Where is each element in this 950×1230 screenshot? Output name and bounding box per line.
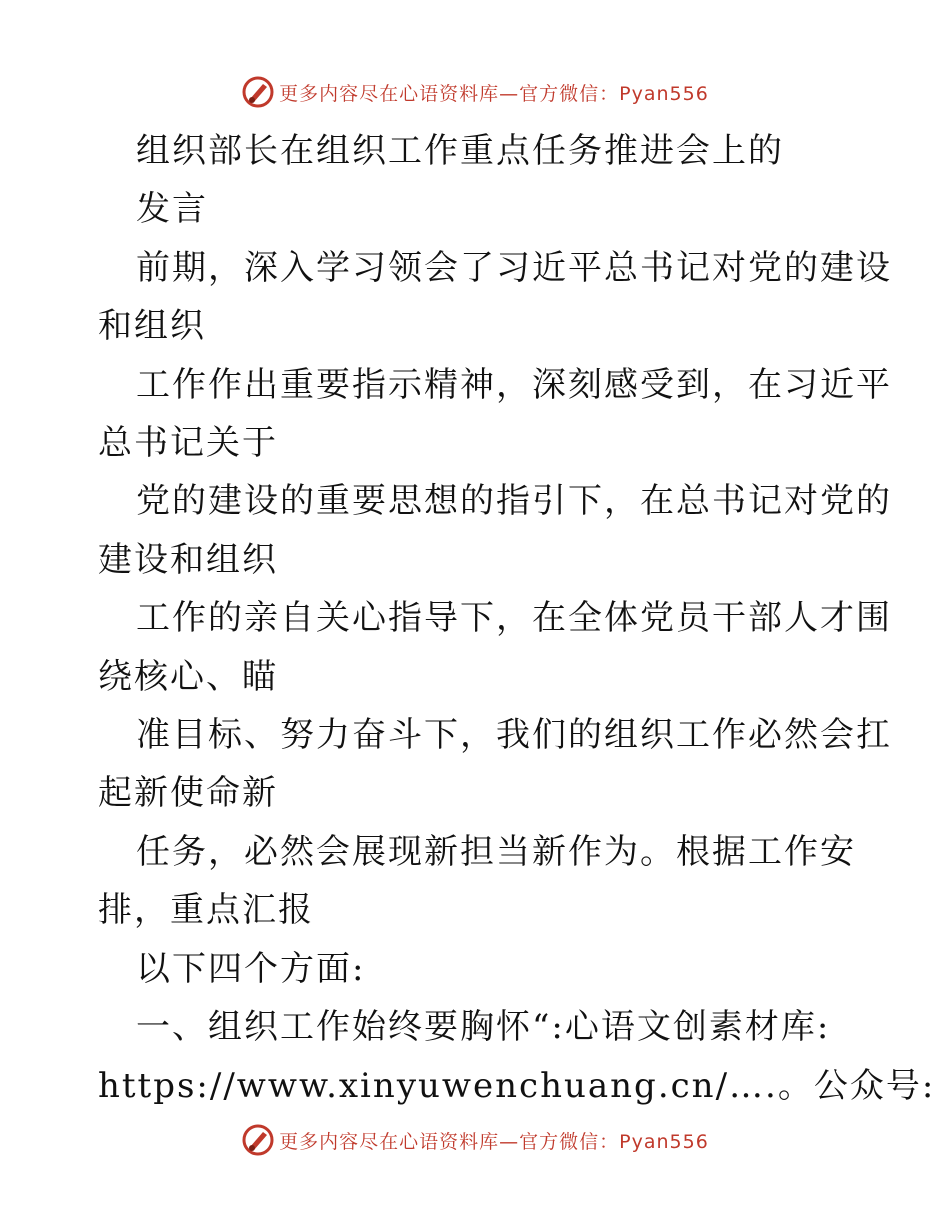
banner-wechat-id: Pyan556 bbox=[619, 1130, 709, 1153]
text-line: 工作的亲自关心指导下，在全体党员干部人才围 bbox=[136, 598, 892, 639]
text-line: 党的建设的重要思想的指引下，在总书记对党的 bbox=[136, 481, 892, 522]
text-line: https://www.xinyuwenchuang.cn/….。公众号: bbox=[98, 1065, 936, 1106]
banner-text: 更多内容尽在心语资料库—官方微信：Pyan556 bbox=[279, 82, 709, 105]
text-line: 和组织 bbox=[98, 306, 206, 347]
text-line: 前期，深入学习领会了习近平总书记对党的建设 bbox=[136, 247, 892, 288]
text-line: 排，重点汇报 bbox=[98, 890, 314, 931]
document-body bbox=[98, 122, 936, 1115]
brush-logo-icon bbox=[241, 75, 275, 109]
header-banner bbox=[0, 72, 950, 112]
text-line: 一、组织工作始终要胸怀“:心语文创素材库: bbox=[136, 1007, 831, 1048]
text-line: 发言 bbox=[136, 189, 208, 230]
brush-logo-icon bbox=[241, 1123, 275, 1157]
text-line: 准目标、努力奋斗下，我们的组织工作必然会扛 bbox=[136, 715, 892, 756]
text-line: 绕核心、瞄 bbox=[98, 656, 278, 697]
text-line: 任务，必然会展现新担当新作为。根据工作安 bbox=[136, 831, 856, 872]
text-line: 组织部长在组织工作重点任务推进会上的 bbox=[136, 131, 784, 171]
banner-wechat-id: Pyan556 bbox=[619, 82, 709, 105]
text-line: 建设和组织 bbox=[98, 539, 278, 580]
banner-text: 更多内容尽在心语资料库—官方微信：Pyan556 bbox=[279, 1130, 709, 1153]
text-line: 以下四个方面: bbox=[136, 948, 366, 989]
text-line: 工作作出重要指示精神，深刻感受到，在习近平 bbox=[136, 364, 892, 405]
footer-banner bbox=[0, 1120, 950, 1160]
text-line: 起新使命新 bbox=[98, 773, 278, 814]
text-line: 总书记关于 bbox=[98, 423, 278, 464]
